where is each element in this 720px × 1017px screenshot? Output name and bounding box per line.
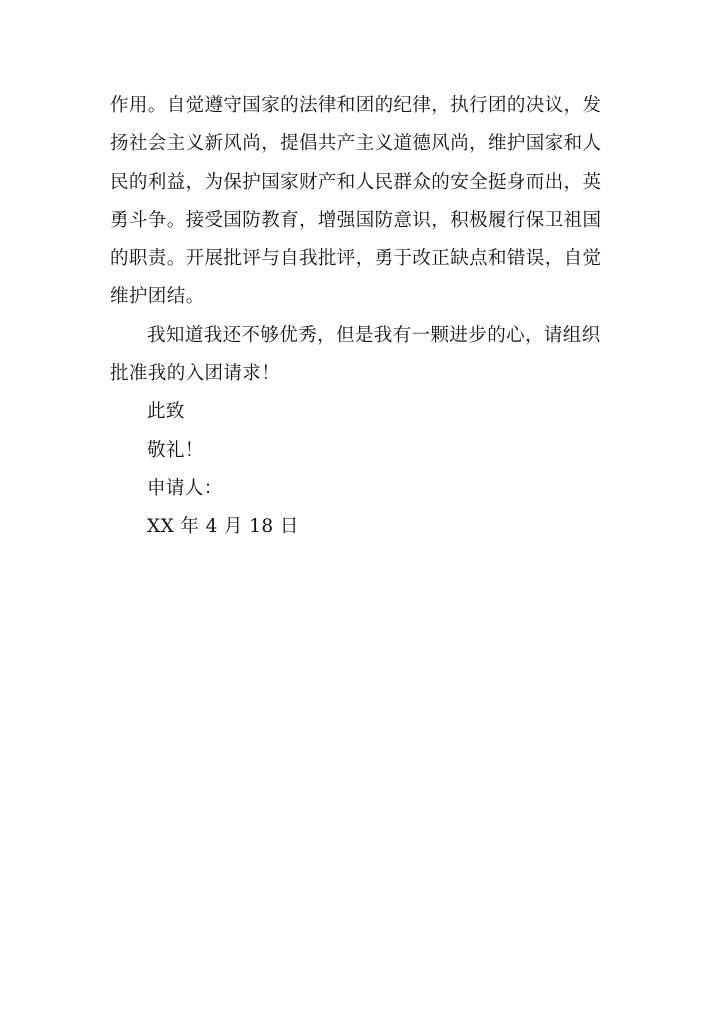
- salutation: 敬礼！: [147, 439, 204, 461]
- text-line: 扬社会主义新风尚，提倡共产主义道德风尚，维护国家和人: [110, 133, 602, 155]
- text-line: 作用。自觉遵守国家的法律和团的纪律，执行团的决议，发: [110, 95, 602, 116]
- text-line: 维护团结。: [110, 286, 205, 308]
- text-line: 批准我的入团请求！: [110, 363, 281, 385]
- text-line: 勇斗争。接受国防教育，增强国防意识，积极履行保卫祖国: [110, 209, 602, 231]
- text-line: 我知道我还不够优秀，但是我有一颗进步的心，请组织: [147, 324, 601, 346]
- letter-date: XX 年 4 月 18 日: [147, 516, 299, 538]
- text-line: 民的利益，为保护国家财产和人民群众的安全挺身而出，英: [110, 171, 602, 193]
- text-line: 的职责。开展批评与自我批评，勇于改正缺点和错误，自觉: [110, 248, 602, 270]
- closing-phrase: 此致: [147, 401, 185, 423]
- applicant-label: 申请人：: [147, 477, 223, 499]
- letter-body: [110, 87, 610, 547]
